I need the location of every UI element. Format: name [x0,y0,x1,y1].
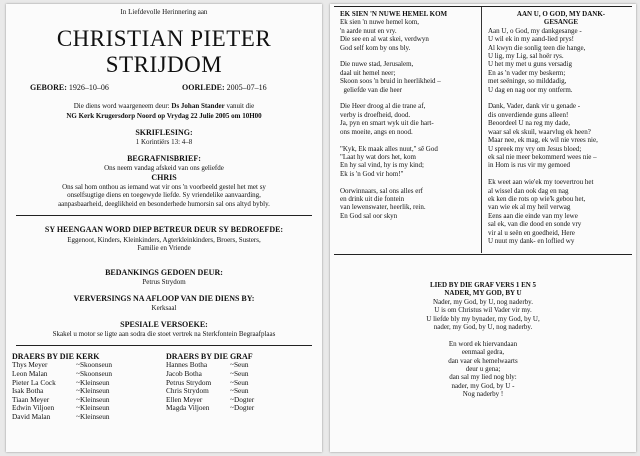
bearer-relation: ~Kleinseun [76,377,110,387]
requests-title: SPESIALE VERSOEKE: [120,320,208,329]
bearer-name: Ellen Meyer [166,394,203,404]
birth-info [30,83,109,92]
hymn-2-title-line-2: GESANGE [543,18,579,27]
lyric-line: Aan U, o God, my dankgesange - [488,26,582,35]
divider [334,254,632,256]
hymn-1-title: EK SIEN 'N NUWE HEMEL KOM [340,10,448,18]
bearer-row [166,404,316,413]
lyric-line [340,94,478,102]
lyric-line: Skoon soos 'n bruid in heerlikheid – [340,77,441,86]
lyric-line: al wissel dan ook dag en nag [488,186,569,195]
service-line-2: NG Kerk Krugersdorp Noord op Vrydag 22 Julie 2005 om 10H00 [66,112,262,120]
bearer-name: Chris Strydom [166,386,209,396]
left-page [6,4,322,452]
bearer-relation: ~Dogter [230,403,255,413]
lyric-line: U nuut my dank- en loflied wy [488,236,575,245]
church-bearers-list [12,361,162,421]
lyric-line: Maar nee, ek mag, ek wil nie vrees nie, [488,136,598,145]
hymn-2-lyrics [488,27,634,246]
divider [334,6,632,8]
deceased-name-line2: STRIJDOM [105,52,223,77]
lyric-line: U spreek my vry om Jesus bloed; [488,144,582,153]
hymn-2-title-line-1: AAN U, O GOD, MY DANK- [516,10,606,18]
bearer-relation: ~Kleinseun [76,394,110,404]
lyric-line: En word ek hiervandaan [448,339,518,348]
lyric-line: vir al u seën en goedheid, Here [488,228,575,237]
lyric-line: Al kwyn die sonlig teen die hange, [488,43,586,52]
bearer-name: Hannes Botha [166,360,208,370]
funeral-letter-line: aanpasbaarheid, deeglikheid en besonderhede humorsin sal ons altyd bybly. [58,199,270,208]
bearer-name: Edwin Viljoen [12,403,55,413]
lyric-line: ons moeite, angs en nood. [340,127,413,136]
died-label: OORLEDE: [182,83,225,92]
column-divider [481,7,482,253]
lyric-line: dan sal my lied nog bly: [449,373,517,382]
lyric-line: En hy sal vind, hy is my kind; [340,161,424,170]
church-bearers-title: DRAERS BY DIE KERK [12,352,100,361]
funeral-letter-line: Ons sal hom onthou as iemand wat vir ons 'n voorbeeld gestel het met sy [62,183,266,191]
grave-bearers-list [166,361,316,413]
bearer-relation: ~Kleinseun [76,386,110,396]
grave-song [330,281,636,399]
lyric-line: 'n aarde nuut en vry. [340,26,397,35]
born-label: GEBORE: [30,83,67,92]
bearer-name: Thys Meyer [12,360,48,370]
lyric-line: dan vaar ek hemelwaarts [448,356,518,365]
lyric-line: Die nuwe stad, Jerusalem, [340,60,414,69]
scripture-title: SKRIFLESING: [135,128,193,137]
lyric-line: U is om Christus wil Vader vir my. [434,306,532,315]
hymn-2 [488,10,634,245]
grave-bearers-title: DRAERS BY DIE GRAF [166,352,253,361]
lyric-line [340,136,478,144]
lyric-line: Dank, Vader, dank vir u genade - [488,102,581,111]
lyric-line: met seëninge, so milddadig, [488,77,567,86]
lyric-line: Eens aan die einde van my lewe [488,211,578,220]
bereaved-line: Familie en Vriende [137,244,191,253]
lyric-line: Ja, pyn en smart wyk uit die hart- [340,119,434,128]
lyric-line: Oorwinnaars, sal ons alles erf [340,186,424,195]
hymn-1-lyrics [340,18,478,220]
lyric-line [488,94,634,102]
lyric-line [488,170,634,178]
requests-text: Skakel u motor se ligte aan sodra die stoet vertrek na Sterkfontein Begraafplaas [52,330,276,338]
bearer-row [12,413,162,422]
bearer-name: Pieter La Cock [12,377,56,387]
refreshments-title: VERVERSINGS NA AFLOOP VAN DIE DIENS BY: [73,294,255,303]
lyric-line: ek ken die rots op wie'k gebou het, [488,194,586,203]
lyric-line: verby is droefheid, dood. [340,110,411,119]
lyric-line: Ek weet aan wie'ek my toevertrou het [488,178,594,187]
lyric-line: U liefde bly my bynader, my God, by U, [426,314,540,323]
lyric-line: Nog naderby ! [462,390,504,399]
lyric-line [340,178,478,186]
death-info [182,83,267,92]
lyric-line: En God sal oor skyn [340,211,398,220]
grave-song-title-line-1: LIED BY DIE GRAF VERS 1 EN 5 [429,281,537,289]
lyric-line: Ek is 'n God vir hom!" [340,169,404,178]
lyric-line: waar sal ek skuil, waarvlug ek heen? [488,127,591,136]
lyric-line: "Kyk, Ek maak alles nuut," sê God [340,144,438,153]
bearer-name: David Malan [12,411,51,421]
bearer-relation: ~Kleinseun [76,411,110,421]
lyric-line: daal uit hemel neer; [340,68,396,77]
funeral-letter-name: CHRIS [151,173,177,182]
lyric-line: Die see en al wat skei, verdwyn [340,35,429,44]
bearer-relation: ~Skoonseun [76,360,112,370]
bearer-name: Leon Malan [12,369,48,378]
right-page [330,4,636,452]
lyric-line: U dag en nag oor my ontferm. [488,85,573,94]
funeral-letter-title: BEGRAFNISBRIEF: [127,154,201,163]
thanks-name: Petrus Strydom [142,278,186,286]
minister-name: Ds Johan Stander [171,102,225,110]
lyric-line: ek sal nie meer bekommerd wees nie – [488,152,597,161]
church-bearers [12,352,162,422]
lyric-line: geliefde van die heer [340,85,402,94]
bearer-relation: ~Seun [230,377,249,387]
bereaved-title: SY HEENGAAN WORD DIEP BETREUR DEUR SY BEDROEFDE: [44,225,284,234]
bearer-name: Magda Viljoen [166,403,210,413]
lyric-line [330,331,636,339]
lyric-line: U het my met u guns versadig [488,60,572,69]
funeral-letter-text [10,183,318,208]
bearer-name: Isak Botha [12,386,44,396]
died-date: 2005–07–16 [226,83,267,92]
bearer-relation: ~Kleinseun [76,403,110,413]
lyric-line: van wie ek al my heil verwag [488,203,571,212]
lyric-line: in Hom is rus vir my gemoed [488,161,571,170]
funeral-letter-intro: Ons neem vandag afskeid van ons geliefde [104,164,224,172]
hymn-1 [340,10,478,220]
lyric-line: "Laat hy wat dors het, kom [340,152,416,161]
service-text-a: Die diens word waargeneem deur: [73,102,170,110]
memorial-heading: In Liefdevolle Herinnering aan [120,8,208,16]
service-line-1 [6,102,322,110]
born-date: 1926–10–06 [68,83,109,92]
lyric-line: nader, my God, by U, nog naderby. [433,323,533,332]
lyric-line: Die Heer droog al die trane af, [340,102,426,111]
lyric-line: nader, my God, by U - [451,381,515,390]
refreshments-place: Kerksaal [151,304,177,312]
service-text-c: vanuit die [226,102,255,110]
funeral-letter-line: onselfsugtige diens en toegewyde liefde. Sy vriendelike aanvaarding, [67,191,261,200]
bearer-name: Jacob Botha [166,369,202,378]
lyric-line: eenmaal gedra, [461,348,505,357]
grave-song-title-line-2: NADER, MY GOD, BY U [444,289,522,298]
thanks-title: BEDANKINGS GEDOEN DEUR: [105,268,223,277]
lyric-line: en drink uit die fontein [340,194,405,203]
lyric-line: sal ek, van die dood en sonde vry [488,220,582,229]
lyric-line: Ek sien 'n nuwe hemel kom, [340,18,420,27]
bearer-relation: ~Skoonseun [76,369,112,378]
bearer-relation: ~Dogter [230,394,255,404]
grave-bearers [166,352,316,413]
bearer-relation: ~Seun [230,360,249,370]
lyric-line: God self kom by ons bly. [340,43,411,52]
lyric-line: van lewenswater, heerlik, rein. [340,203,426,212]
bereaved-line: Eggenoot, Kinders, Kleinkinders, Agterkleinkinders, Broers, Susters, [67,236,261,244]
bearer-relation: ~Seun [230,369,249,378]
bearer-relation: ~Seun [230,386,249,396]
lyric-line: deur u gena; [465,365,501,374]
scripture-reference: 1 Korintiërs 13: 4–8 [135,138,193,146]
lyric-line: dis onverdiende guns alleen! [488,110,569,119]
divider [16,215,312,216]
lyric-line: Beoordeel U na reg my dade, [488,119,571,128]
deceased-name-line1: CHRISTIAN PIETER [56,26,272,51]
bereaved-list [6,236,322,253]
lyric-line: U lig, my Lig, sal hoër rys. [488,52,564,61]
bearer-name: Petrus Strydom [166,377,212,387]
grave-song-lyrics [330,298,636,399]
lyric-line: U wil ek in my aand-lied prys! [488,35,574,44]
lyric-line [340,52,478,60]
divider [16,345,312,346]
lyric-line: En as 'n vader my beskerm; [488,68,566,77]
bearer-name: Tiaan Meyer [12,394,50,404]
lyric-line: Nader, my God, by U, nog naderby. [433,297,533,306]
